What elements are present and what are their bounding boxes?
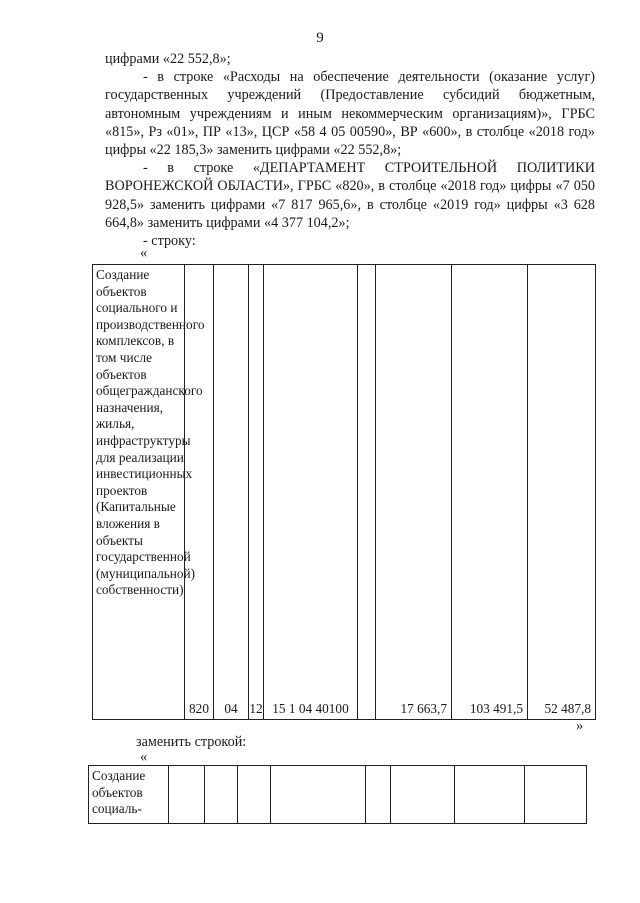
body-text bbox=[105, 50, 595, 250]
budget-row-table-original bbox=[92, 264, 596, 720]
open-quote-1: « bbox=[140, 245, 148, 261]
csr-cell: 15 1 04 40100 bbox=[264, 265, 358, 720]
paragraph-4: - строку: bbox=[143, 233, 196, 250]
budget-row-table-replacement bbox=[88, 765, 587, 824]
year-2019-cell bbox=[455, 766, 525, 824]
year-2018-cell: 17 663,7 bbox=[376, 265, 452, 720]
pr-cell bbox=[238, 766, 271, 824]
open-quote-2: « bbox=[140, 749, 148, 765]
vr-cell bbox=[366, 766, 391, 824]
year-2019-cell: 103 491,5 bbox=[452, 265, 528, 720]
paragraph-3: - в строке «ДЕПАРТАМЕНТ СТРОИТЕЛЬНОЙ ПОЛИТИКИ ВОРОНЕЖСКОЙ ОБЛАСТИ», ГРБС «820», в столбце «2018 год» цифры «7 050 928,5» заменить цифрами «7 817 965,6», в столбце «2019 год» цифры «3 628 664,8» заменить цифрами «4 377 104,2»; bbox=[105, 160, 595, 231]
paragraph-2: - в строке «Расходы на обеспечение деятельности (оказание услуг) государственных учреждений (Предоставление субсидий бюджетным, автономным учреждениям и иным некоммерческим организациям)», ГРБС «815», Рз «01», ПР «13», ЦСР «58 4 05 00590», ВР «600», в столбце «2018 год» цифры «22 185,3» заменить цифрами «22 552,8»; bbox=[105, 69, 595, 159]
table-row bbox=[93, 265, 596, 720]
grbs-cell: 820 bbox=[185, 265, 214, 720]
rz-cell: 04 bbox=[214, 265, 249, 720]
row-name-cell: Создание объектов социаль- bbox=[89, 766, 169, 824]
year-2020-cell: 52 487,8 bbox=[528, 265, 596, 720]
paragraph-1: цифрами «22 552,8»; bbox=[105, 51, 231, 67]
grbs-cell bbox=[169, 766, 205, 824]
table-row bbox=[89, 766, 587, 824]
year-2020-cell bbox=[525, 766, 587, 824]
close-quote-1: » bbox=[576, 718, 584, 734]
year-2018-cell bbox=[391, 766, 455, 824]
pr-cell: 12 bbox=[249, 265, 264, 720]
replace-note: заменить строкой: bbox=[136, 734, 247, 750]
page-number: 9 bbox=[316, 30, 324, 46]
row-name-cell: Создание объектов социального и производственного комплексов, в том числе объектов общегражданского назначения, жилья, инфраструктуры для реализации инвестиционных проектов (Капитальные вложения в объекты государственной (муниципальной) собственности) bbox=[93, 265, 185, 720]
vr-cell bbox=[358, 265, 376, 720]
rz-cell bbox=[205, 766, 238, 824]
csr-cell bbox=[271, 766, 366, 824]
